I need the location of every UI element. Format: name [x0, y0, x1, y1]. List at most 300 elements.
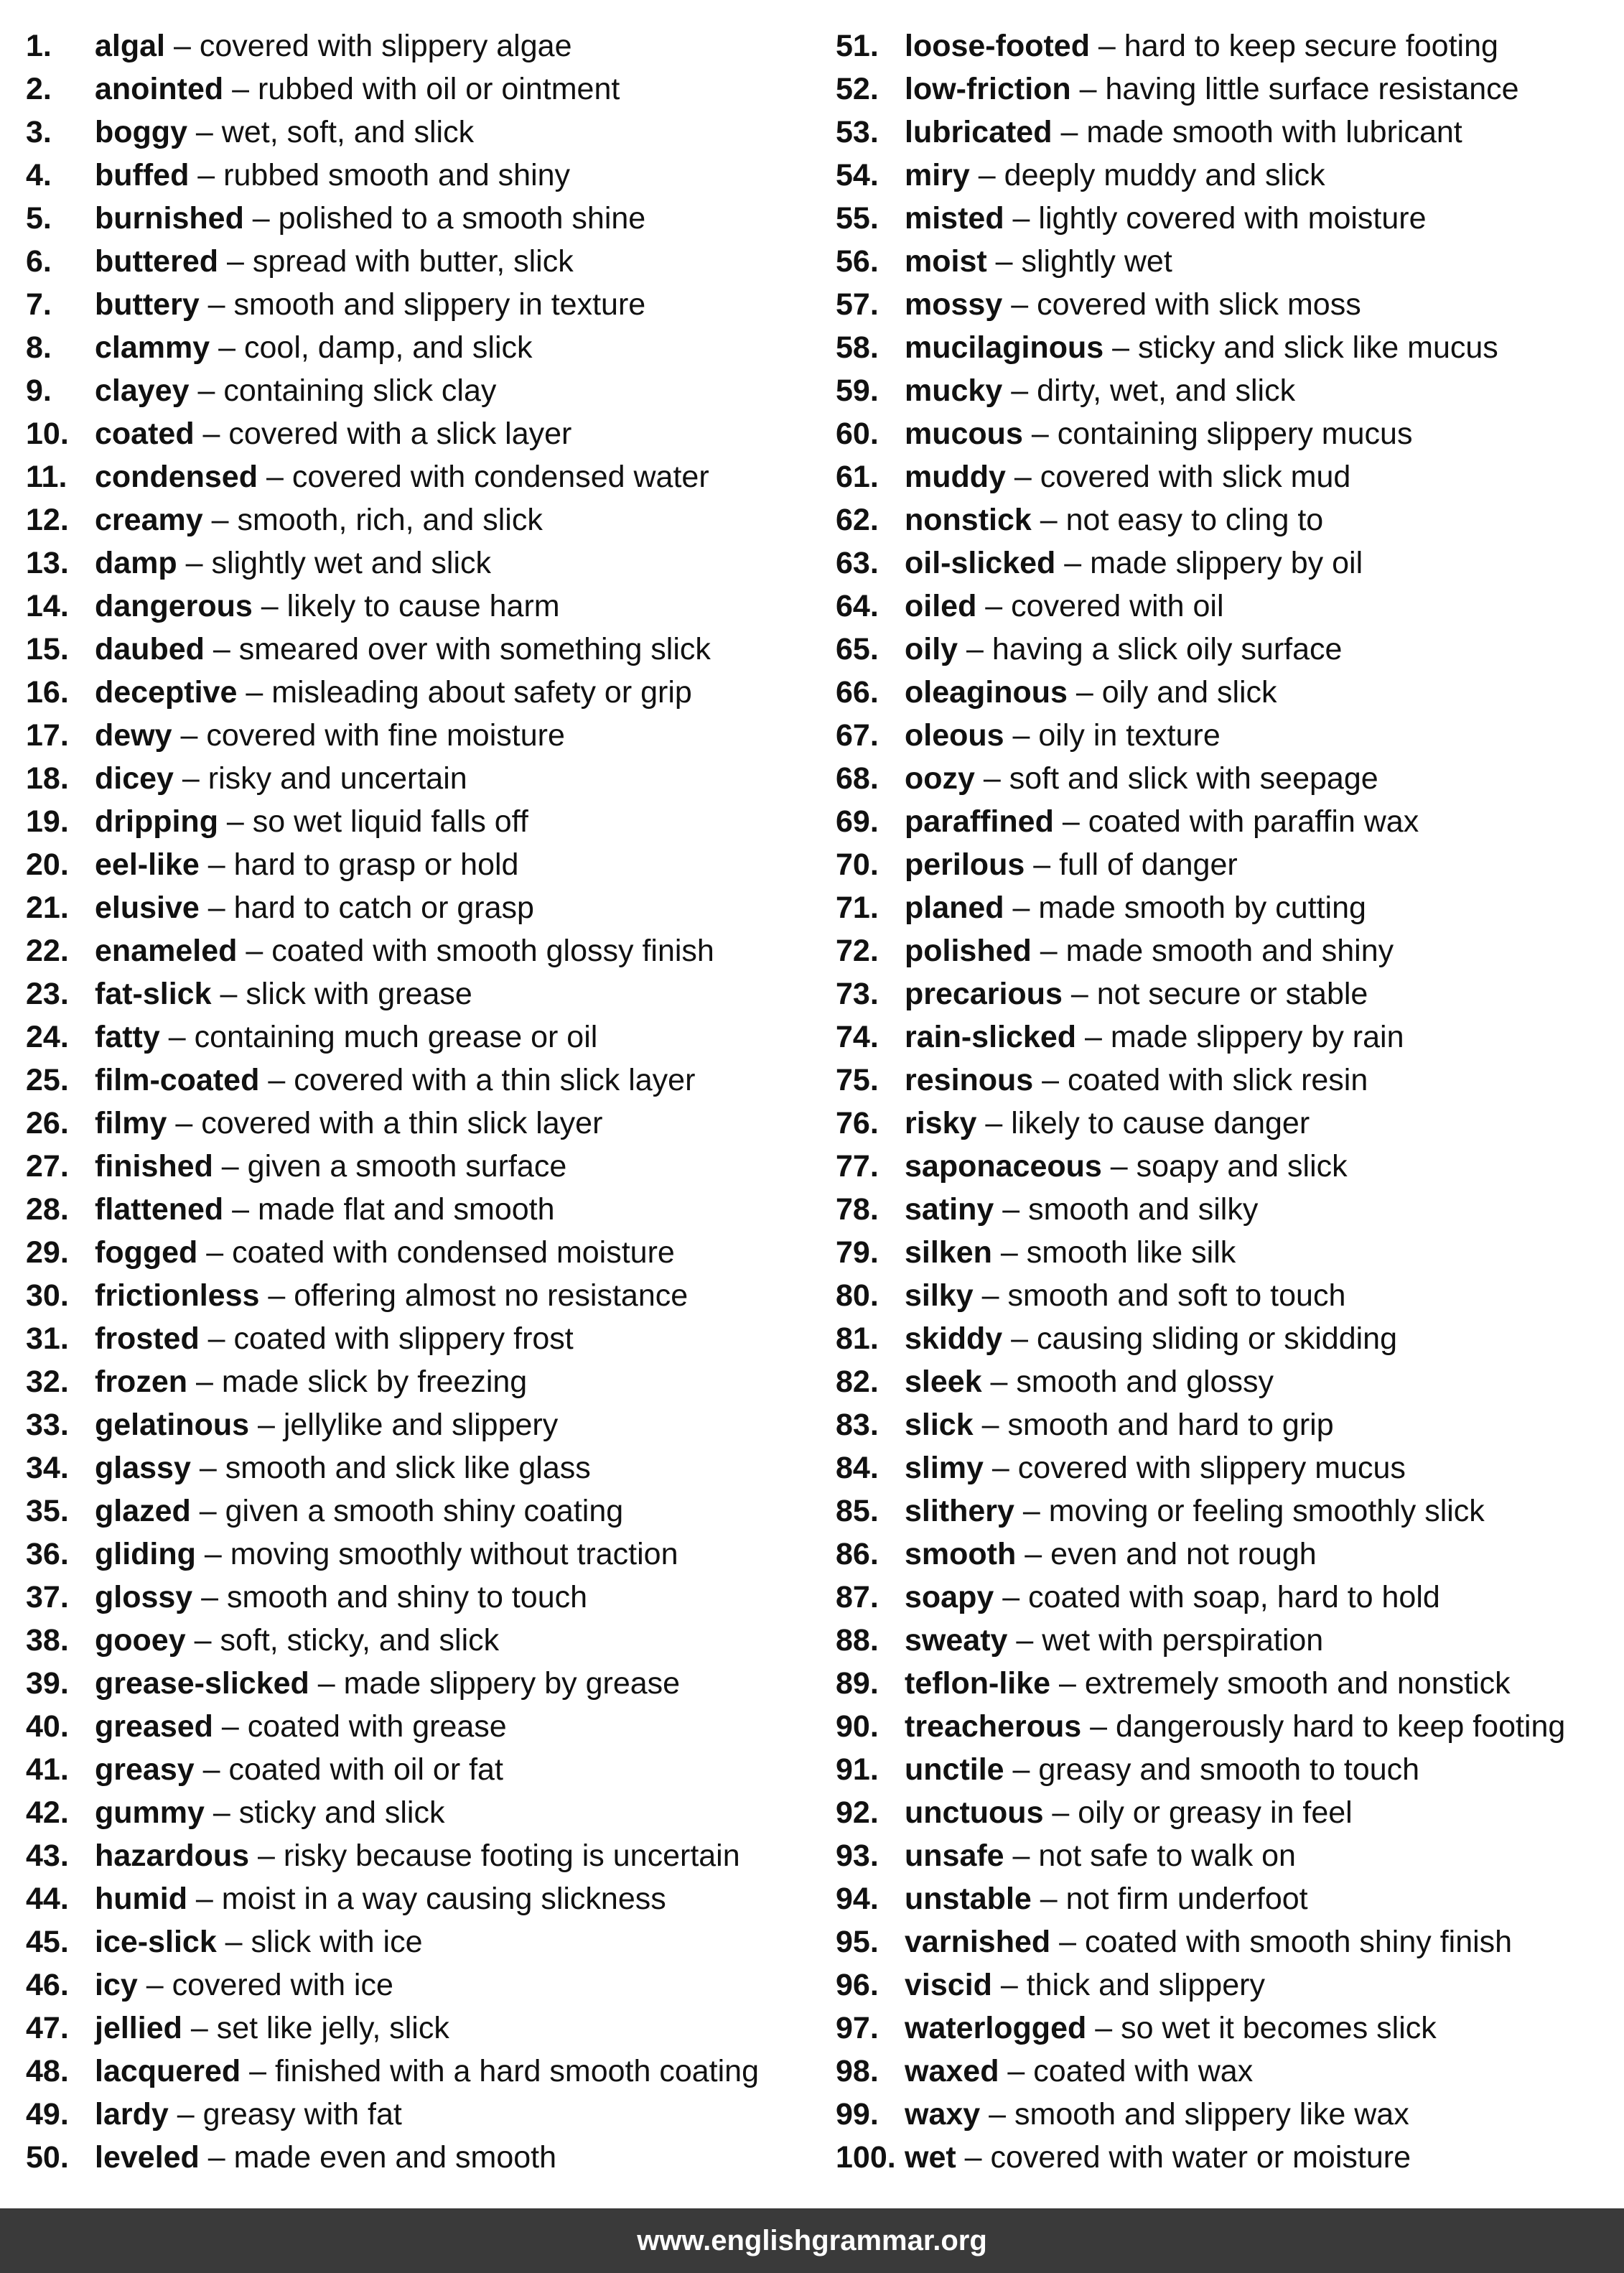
- item-word: gummy: [95, 1795, 205, 1830]
- list-item: [836, 1489, 1618, 1533]
- item-separator: –: [1016, 1537, 1051, 1571]
- item-definition: not secure or stable: [1096, 977, 1368, 1011]
- item-entry: [95, 1834, 740, 1877]
- item-entry: [95, 1489, 623, 1533]
- item-separator: –: [190, 1451, 225, 1485]
- list-item: [836, 240, 1618, 283]
- item-entry: [95, 1533, 678, 1576]
- list-item: [836, 972, 1618, 1015]
- item-definition: smeared over with something slick: [238, 632, 711, 666]
- list-item: [836, 455, 1618, 498]
- item-number: 89.: [836, 1666, 879, 1701]
- item-number: 14.: [26, 589, 69, 623]
- list-item: [26, 843, 823, 886]
- list-item: [836, 1791, 1618, 1834]
- list-item: [26, 972, 823, 1015]
- item-separator: –: [173, 761, 208, 796]
- item-definition: made even and smooth: [233, 2140, 557, 2175]
- item-number: 15.: [26, 632, 69, 666]
- item-entry: [95, 1446, 591, 1489]
- item-entry: [95, 1188, 555, 1231]
- item-separator: –: [187, 1365, 222, 1399]
- item-separator: –: [1022, 417, 1058, 451]
- item-number: 93.: [836, 1839, 879, 1873]
- item-separator: –: [243, 201, 279, 236]
- item-separator: –: [973, 1278, 1008, 1313]
- item-definition: covered with slippery mucus: [1017, 1451, 1406, 1485]
- item-entry: [95, 1231, 675, 1274]
- item-number: 45.: [26, 1925, 69, 1959]
- item-definition: having little surface resistance: [1105, 72, 1519, 106]
- item-separator: –: [1014, 1494, 1049, 1528]
- item-entry: [905, 24, 1498, 68]
- item-definition: made flat and smooth: [258, 1192, 555, 1227]
- list-item: [836, 1920, 1618, 1963]
- item-number: 29.: [26, 1235, 69, 1270]
- item-separator: –: [1052, 115, 1087, 149]
- item-word: daubed: [95, 632, 205, 666]
- list-item: [836, 671, 1618, 714]
- item-definition: containing slick clay: [223, 373, 497, 408]
- item-definition: containing much grease or oil: [194, 1020, 598, 1054]
- list-item: [26, 1102, 823, 1145]
- item-number: 81.: [836, 1321, 879, 1356]
- item-entry: [905, 2007, 1437, 2050]
- item-number: 57.: [836, 287, 879, 322]
- item-separator: –: [1053, 804, 1088, 839]
- item-number: 16.: [26, 675, 69, 710]
- item-entry: [95, 498, 543, 541]
- item-definition: hard to catch or grasp: [233, 891, 534, 925]
- item-word: viscid: [905, 1968, 992, 2002]
- item-number: 6.: [26, 244, 52, 279]
- list-item: [26, 800, 823, 843]
- list-item: [836, 800, 1618, 843]
- item-separator: –: [199, 1321, 234, 1356]
- list-item: [26, 1963, 823, 2007]
- list-item: [836, 757, 1618, 800]
- item-entry: [95, 714, 565, 757]
- item-entry: [905, 800, 1419, 843]
- item-number: 11.: [26, 460, 67, 494]
- item-separator: –: [177, 546, 212, 580]
- list-item: [26, 1317, 823, 1360]
- item-word: leveled: [95, 2140, 200, 2175]
- item-definition: made smooth with lubricant: [1086, 115, 1462, 149]
- item-definition: moving or feeling smoothly slick: [1048, 1494, 1485, 1528]
- item-separator: –: [190, 1494, 225, 1528]
- item-entry: [95, 541, 491, 585]
- item-entry: [905, 714, 1221, 757]
- item-separator: –: [172, 718, 207, 753]
- item-entry: [95, 111, 474, 154]
- item-word: muddy: [905, 460, 1006, 494]
- item-definition: coated with soap, hard to hold: [1028, 1580, 1440, 1614]
- item-number: 2.: [26, 72, 52, 106]
- item-word: greasy: [95, 1752, 195, 1787]
- item-number: 1.: [26, 29, 52, 63]
- item-definition: soft and slick with seepage: [1009, 761, 1378, 796]
- list-item: [836, 1317, 1618, 1360]
- item-word: skiddy: [905, 1321, 1003, 1356]
- item-number: 27.: [26, 1149, 69, 1184]
- item-definition: oily in texture: [1038, 718, 1221, 753]
- item-definition: cool, damp, and slick: [243, 330, 533, 365]
- list-item: [26, 2136, 823, 2179]
- item-separator: –: [1089, 29, 1124, 63]
- item-number: 3.: [26, 115, 52, 149]
- list-item: [836, 2050, 1618, 2093]
- item-word: fat-slick: [95, 977, 212, 1011]
- item-word: unctuous: [905, 1795, 1044, 1830]
- item-definition: rubbed smooth and shiny: [223, 158, 571, 192]
- item-definition: risky because footing is uncertain: [283, 1839, 740, 1873]
- item-definition: even and not rough: [1050, 1537, 1317, 1571]
- item-definition: smooth and silky: [1028, 1192, 1259, 1227]
- item-number: 12.: [26, 503, 69, 537]
- list-item: [836, 1619, 1618, 1662]
- item-entry: [95, 2007, 449, 2050]
- list-item: [26, 283, 823, 326]
- list-item: [26, 2050, 823, 2093]
- item-separator: –: [1005, 460, 1040, 494]
- item-entry: [95, 1748, 503, 1791]
- item-number: 92.: [836, 1795, 879, 1830]
- item-word: eel-like: [95, 847, 200, 882]
- item-separator: –: [1067, 675, 1102, 710]
- item-entry: [905, 843, 1238, 886]
- item-number: 87.: [836, 1580, 879, 1614]
- item-entry: [905, 1705, 1565, 1748]
- item-number: 23.: [26, 977, 69, 1011]
- item-definition: covered with a slick layer: [228, 417, 572, 451]
- footer-website-url: www.englishgrammar.org: [637, 2225, 987, 2256]
- item-word: greased: [95, 1709, 213, 1744]
- list-item: [26, 1662, 823, 1705]
- item-entry: [905, 1619, 1323, 1662]
- item-word: film-coated: [95, 1063, 260, 1097]
- item-definition: likely to cause danger: [1011, 1106, 1310, 1140]
- item-number: 70.: [836, 847, 879, 882]
- list-item: [836, 1102, 1618, 1145]
- item-definition: hard to grasp or hold: [233, 847, 519, 882]
- item-separator: –: [204, 632, 239, 666]
- item-definition: wet, soft, and slick: [221, 115, 475, 149]
- item-number: 39.: [26, 1666, 69, 1701]
- item-definition: covered with water or moisture: [990, 2140, 1411, 2175]
- item-word: finished: [95, 1149, 213, 1184]
- list-item: [26, 1619, 823, 1662]
- item-word: gooey: [95, 1623, 186, 1658]
- item-definition: slightly wet: [1021, 244, 1172, 279]
- item-number: 71.: [836, 891, 879, 925]
- item-word: smooth: [905, 1537, 1017, 1571]
- item-entry: [905, 240, 1172, 283]
- item-definition: covered with ice: [172, 1968, 393, 2002]
- item-entry: [95, 972, 472, 1015]
- item-number: 76.: [836, 1106, 879, 1140]
- item-entry: [95, 1145, 566, 1188]
- footer-bar: [0, 2208, 1624, 2273]
- item-definition: made slippery by grease: [343, 1666, 681, 1701]
- item-entry: [905, 369, 1295, 412]
- list-item: [26, 154, 823, 197]
- item-definition: hard to keep secure footing: [1124, 29, 1498, 63]
- item-word: mucky: [905, 373, 1003, 408]
- item-word: silky: [905, 1278, 974, 1313]
- list-item: [26, 886, 823, 929]
- item-definition: coated with smooth glossy finish: [271, 934, 714, 968]
- item-word: burnished: [95, 201, 244, 236]
- item-entry: [95, 628, 711, 671]
- list-item: [26, 1576, 823, 1619]
- item-word: slimy: [905, 1451, 984, 1485]
- list-item: [26, 68, 823, 111]
- item-entry: [95, 283, 645, 326]
- list-item: [836, 585, 1618, 628]
- item-entry: [905, 757, 1378, 800]
- item-separator: –: [199, 847, 234, 882]
- item-separator: –: [202, 503, 238, 537]
- list-item: [26, 1145, 823, 1188]
- item-entry: [95, 886, 534, 929]
- list-item: [836, 1533, 1618, 1576]
- item-definition: greasy with fat: [202, 2097, 402, 2132]
- item-definition: containing slippery mucus: [1057, 417, 1413, 451]
- list-item: [26, 1748, 823, 1791]
- list-item: [26, 240, 823, 283]
- item-entry: [905, 197, 1427, 240]
- list-item: [26, 757, 823, 800]
- list-item: [836, 1015, 1618, 1059]
- item-entry: [905, 1489, 1485, 1533]
- item-word: unsafe: [905, 1839, 1004, 1873]
- item-word: misted: [905, 201, 1004, 236]
- list-item: [836, 843, 1618, 886]
- item-separator: –: [1031, 934, 1066, 968]
- item-definition: wet with perspiration: [1042, 1623, 1324, 1658]
- item-number: 10.: [26, 417, 69, 451]
- item-word: lubricated: [905, 115, 1053, 149]
- list-item: [836, 2136, 1618, 2179]
- item-number: 60.: [836, 417, 879, 451]
- item-word: mucilaginous: [905, 330, 1104, 365]
- word-list-left-column: [26, 24, 823, 2179]
- item-word: waterlogged: [905, 2011, 1087, 2045]
- item-number: 59.: [836, 373, 879, 408]
- item-number: 47.: [26, 2011, 69, 2045]
- item-number: 33.: [26, 1408, 69, 1442]
- list-item: [836, 1834, 1618, 1877]
- item-word: buttered: [95, 244, 218, 279]
- item-number: 32.: [26, 1365, 69, 1399]
- item-separator: –: [1004, 891, 1039, 925]
- item-separator: –: [1043, 1795, 1078, 1830]
- list-item: [836, 283, 1618, 326]
- item-number: 95.: [836, 1925, 879, 1959]
- item-word: treacherous: [905, 1709, 1082, 1744]
- item-word: rain-slicked: [905, 1020, 1076, 1054]
- item-definition: smooth and slick like glass: [225, 1451, 591, 1485]
- list-item: [26, 714, 823, 757]
- list-item: [26, 1877, 823, 1920]
- item-separator: –: [1002, 373, 1037, 408]
- item-separator: –: [994, 1192, 1029, 1227]
- item-entry: [905, 1145, 1348, 1188]
- list-item: [26, 671, 823, 714]
- item-number: 66.: [836, 675, 879, 710]
- item-definition: set like jelly, slick: [216, 2011, 449, 2045]
- item-entry: [95, 326, 533, 369]
- item-separator: –: [969, 158, 1004, 192]
- item-entry: [905, 326, 1498, 369]
- item-separator: –: [159, 1020, 195, 1054]
- item-word: oiled: [905, 589, 977, 623]
- item-entry: [905, 671, 1277, 714]
- item-definition: coated with condensed moisture: [232, 1235, 675, 1270]
- item-number: 58.: [836, 330, 879, 365]
- list-item: [836, 1145, 1618, 1188]
- item-number: 40.: [26, 1709, 69, 1744]
- item-word: flattened: [95, 1192, 224, 1227]
- item-word: sweaty: [905, 1623, 1008, 1658]
- item-entry: [95, 68, 620, 111]
- list-item: [836, 1274, 1618, 1317]
- item-number: 26.: [26, 1106, 69, 1140]
- item-separator: –: [1002, 287, 1037, 322]
- item-separator: –: [1004, 1839, 1039, 1873]
- list-item: [836, 929, 1618, 972]
- item-word: waxy: [905, 2097, 981, 2132]
- item-definition: moist in a way causing slickness: [221, 1882, 666, 1916]
- item-definition: having a slick oily surface: [991, 632, 1343, 666]
- item-separator: –: [182, 2011, 217, 2045]
- item-separator: –: [218, 804, 253, 839]
- item-separator: –: [187, 115, 222, 149]
- item-entry: [905, 283, 1361, 326]
- item-number: 99.: [836, 2097, 879, 2132]
- list-item: [836, 111, 1618, 154]
- item-number: 86.: [836, 1537, 879, 1571]
- item-entry: [905, 585, 1224, 628]
- item-entry: [905, 1576, 1440, 1619]
- item-definition: extremely smooth and nonstick: [1084, 1666, 1511, 1701]
- item-entry: [905, 1317, 1397, 1360]
- item-number: 4.: [26, 158, 52, 192]
- item-definition: dangerously hard to keep footing: [1115, 1709, 1566, 1744]
- item-definition: coated with slick resin: [1068, 1063, 1368, 1097]
- item-number: 44.: [26, 1882, 69, 1916]
- item-separator: –: [1025, 847, 1060, 882]
- item-entry: [905, 1015, 1404, 1059]
- list-item: [836, 714, 1618, 757]
- item-number: 97.: [836, 2011, 879, 2045]
- item-separator: –: [1101, 1149, 1137, 1184]
- item-entry: [95, 671, 692, 714]
- item-entry: [905, 1533, 1317, 1576]
- item-definition: risky and uncertain: [207, 761, 467, 796]
- list-item: [26, 1920, 823, 1963]
- item-word: glazed: [95, 1494, 191, 1528]
- item-word: humid: [95, 1882, 187, 1916]
- list-item: [836, 197, 1618, 240]
- list-item: [836, 541, 1618, 585]
- item-number: 51.: [836, 29, 879, 63]
- list-item: [836, 369, 1618, 412]
- item-separator: –: [211, 977, 246, 1011]
- item-entry: [905, 1877, 1308, 1920]
- item-separator: –: [976, 1106, 1012, 1140]
- item-entry: [95, 1059, 695, 1102]
- item-entry: [905, 455, 1350, 498]
- item-number: 91.: [836, 1752, 879, 1787]
- item-number: 52.: [836, 72, 879, 106]
- item-entry: [905, 1360, 1274, 1403]
- item-number: 88.: [836, 1623, 879, 1658]
- item-entry: [95, 154, 570, 197]
- item-definition: covered with condensed water: [291, 460, 709, 494]
- item-number: 64.: [836, 589, 879, 623]
- list-item: [836, 1188, 1618, 1231]
- item-separator: –: [983, 1451, 1018, 1485]
- item-number: 46.: [26, 1968, 69, 2002]
- item-definition: greasy and smooth to touch: [1038, 1752, 1420, 1787]
- item-separator: –: [1007, 1623, 1042, 1658]
- item-number: 22.: [26, 934, 69, 968]
- item-entry: [95, 197, 645, 240]
- list-item: [26, 1231, 823, 1274]
- item-separator: –: [195, 1537, 230, 1571]
- item-definition: jellylike and slippery: [283, 1408, 559, 1442]
- item-word: unctile: [905, 1752, 1004, 1787]
- item-word: moist: [905, 244, 987, 279]
- item-definition: lightly covered with moisture: [1038, 201, 1427, 236]
- item-entry: [905, 628, 1342, 671]
- item-definition: covered with slick moss: [1037, 287, 1361, 322]
- list-item: [836, 326, 1618, 369]
- item-number: 62.: [836, 503, 879, 537]
- item-separator: –: [991, 1235, 1027, 1270]
- list-item: [26, 1274, 823, 1317]
- item-separator: –: [223, 1192, 258, 1227]
- item-entry: [95, 240, 574, 283]
- item-separator: –: [976, 589, 1012, 623]
- item-entry: [95, 1877, 666, 1920]
- item-word: oil-slicked: [905, 546, 1056, 580]
- item-number: 24.: [26, 1020, 69, 1054]
- item-number: 20.: [26, 847, 69, 882]
- item-word: sleek: [905, 1365, 982, 1399]
- item-definition: misleading about safety or grip: [271, 675, 692, 710]
- item-word: saponaceous: [905, 1149, 1102, 1184]
- item-separator: –: [218, 244, 253, 279]
- item-separator: –: [189, 158, 224, 192]
- item-entry: [905, 2050, 1253, 2093]
- list-item: [26, 1015, 823, 1059]
- item-entry: [95, 369, 496, 412]
- item-separator: –: [981, 1365, 1017, 1399]
- item-definition: deeply muddy and slick: [1004, 158, 1325, 192]
- item-word: enameled: [95, 934, 238, 968]
- item-entry: [95, 1791, 444, 1834]
- item-number: 48.: [26, 2054, 69, 2088]
- item-word: icy: [95, 1968, 138, 2002]
- item-word: ice-slick: [95, 1925, 217, 1959]
- item-word: varnished: [905, 1925, 1051, 1959]
- item-entry: [905, 1102, 1310, 1145]
- item-word: oozy: [905, 761, 975, 796]
- item-separator: –: [991, 1968, 1027, 2002]
